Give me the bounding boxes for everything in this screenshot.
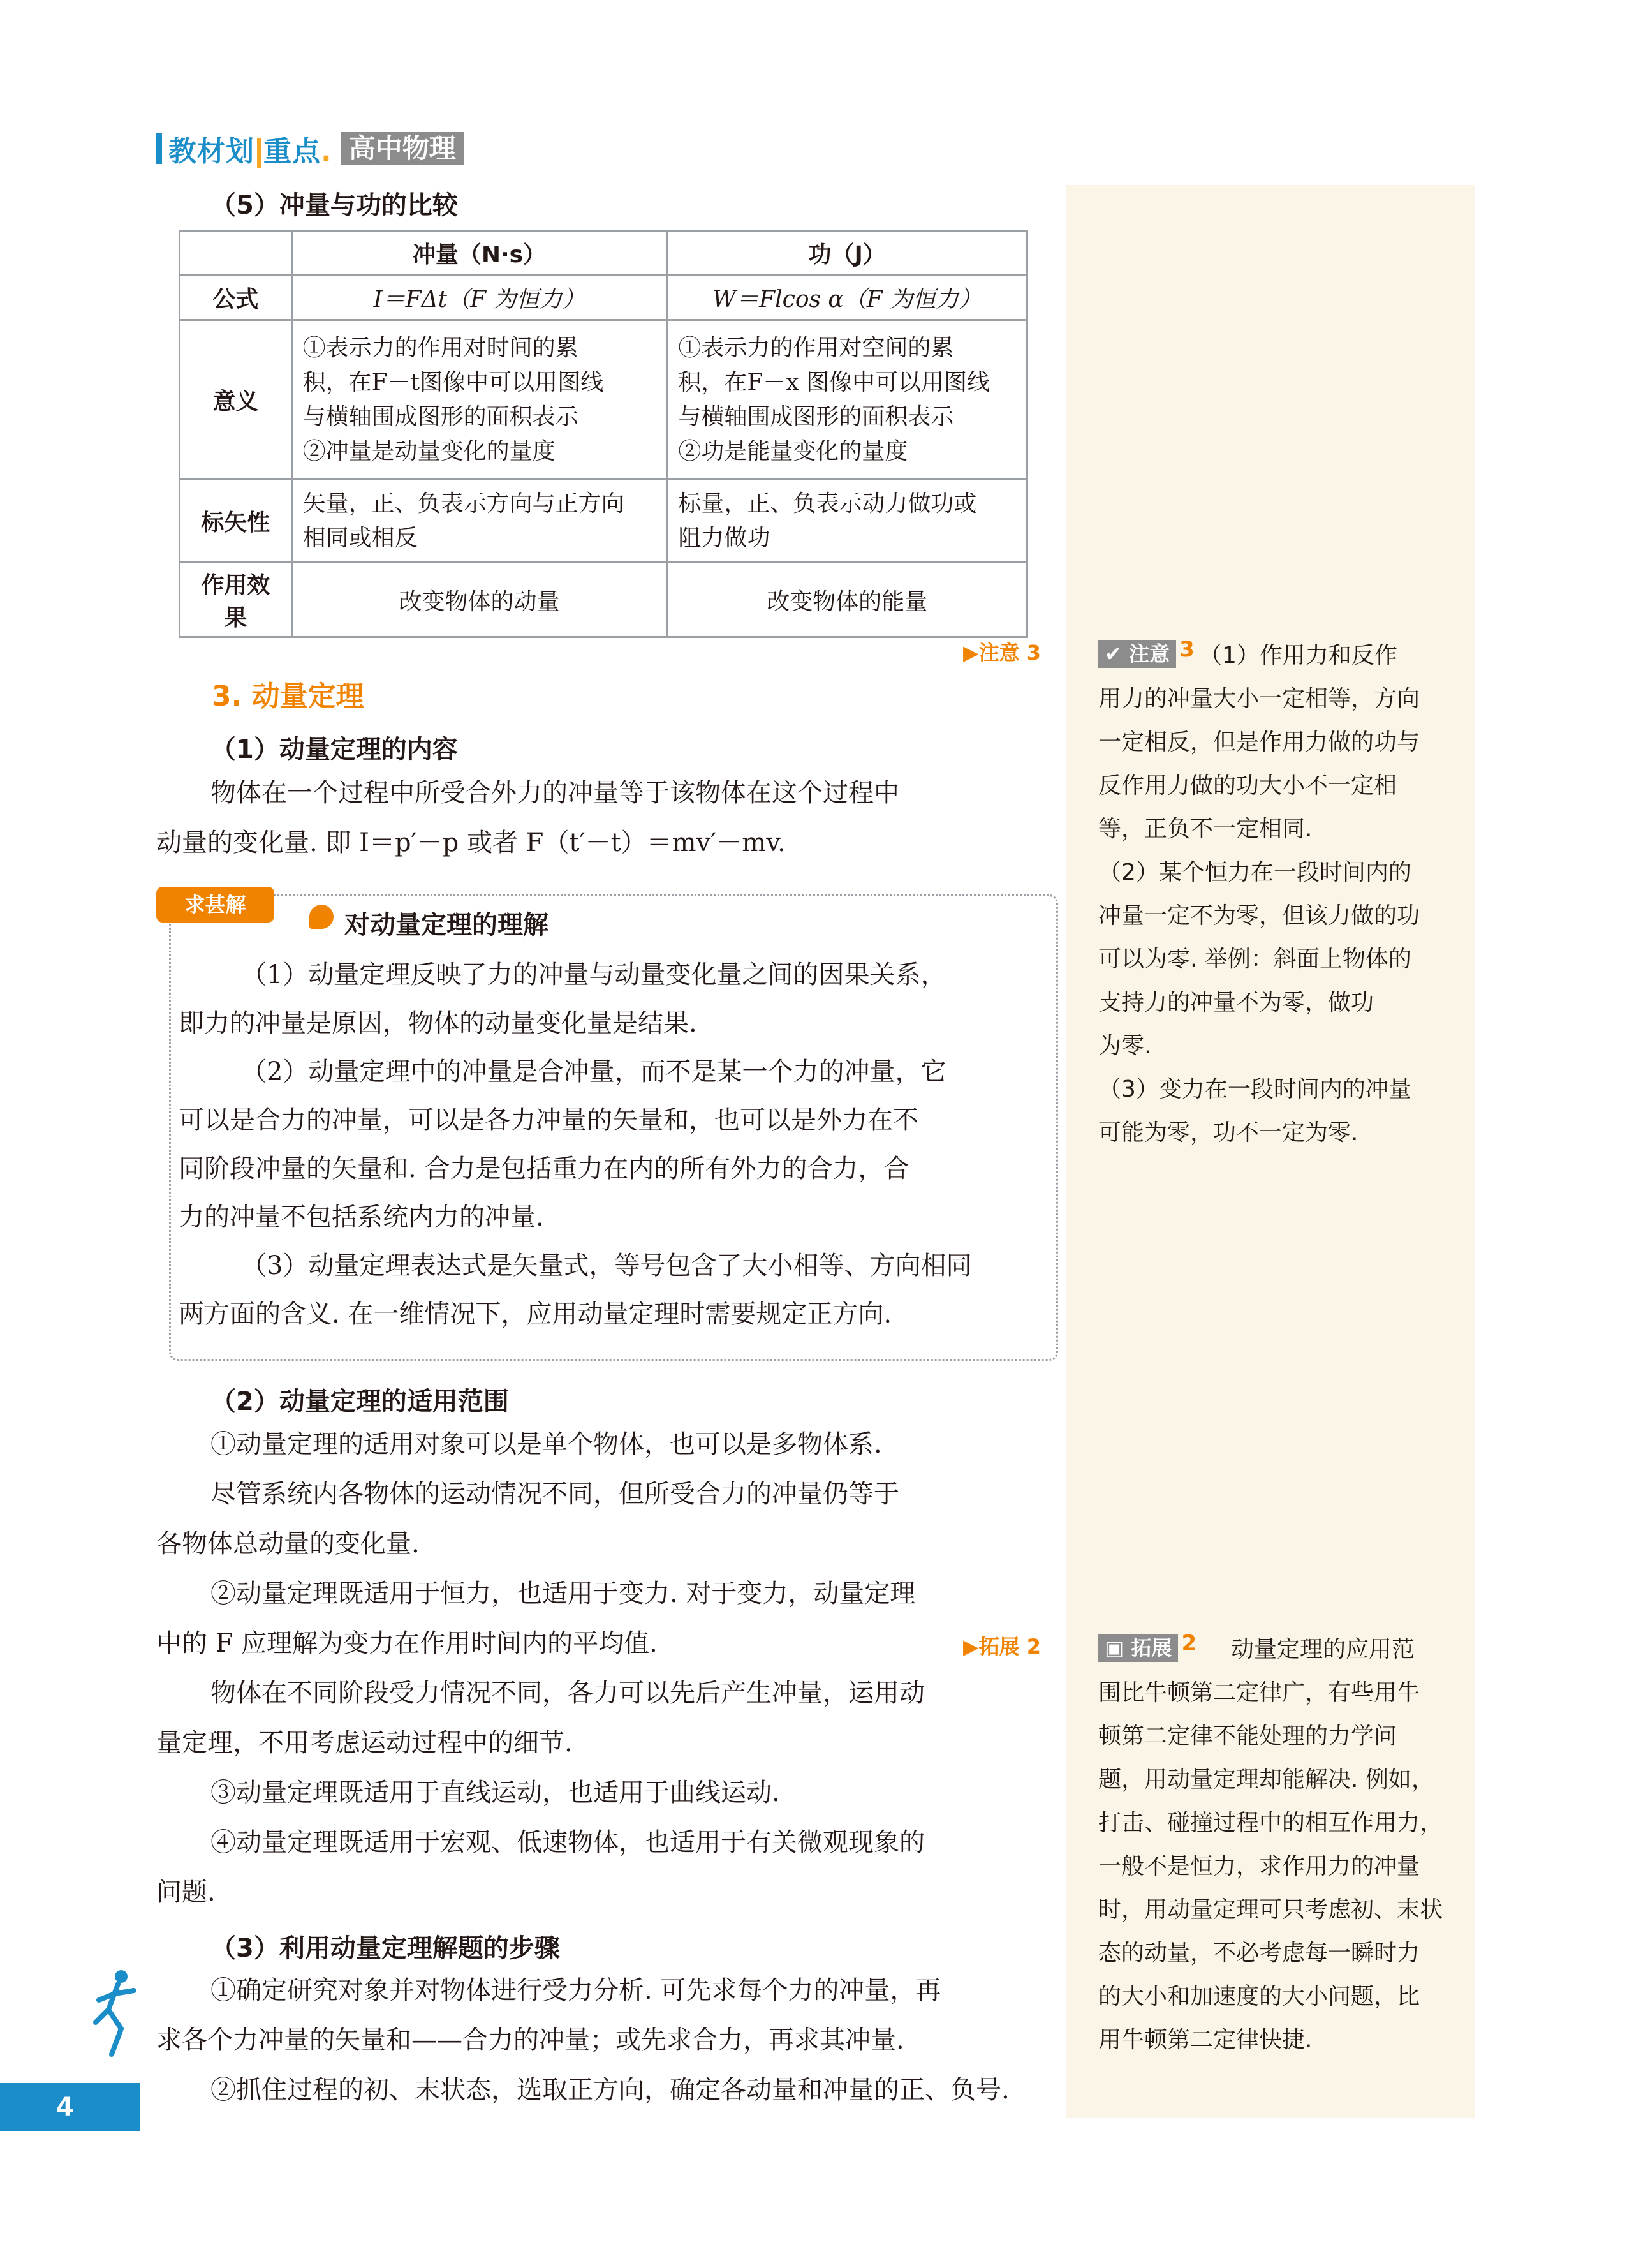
row-label: 作用效果 (180, 563, 292, 637)
note-3-link[interactable]: ▶注意 3 (963, 641, 1042, 665)
cell-line: ①表示力的作用对空间的累 (678, 334, 954, 361)
side-note-line: （3）变力在一段时间内的冲量 (1098, 1076, 1411, 1102)
sub1-title: （1）动量定理的内容 (210, 735, 458, 764)
box-line: 两方面的含义. 在一维情况下，应用动量定理时需要规定正方向. (179, 1300, 892, 1329)
table-header-row (180, 231, 1027, 276)
section3-title: 3. 动量定理 (212, 680, 364, 713)
comparison-table (179, 230, 1028, 638)
side-note-line: 可能为零，功不一定为零. (1098, 1120, 1358, 1146)
cell-line: 积，在F－t图像中可以用图线 (302, 369, 604, 396)
row-label: 意义 (180, 320, 292, 480)
box-line: 即力的冲量是原因，物体的动量变化量是结果. (179, 1009, 697, 1038)
sub1-paragraph-line: 物体在一个过程中所受合外力的冲量等于该物体在这个过程中 (210, 778, 899, 808)
side-ext-line: 一般不是恒力，求作用力的冲量 (1098, 1853, 1420, 1879)
side-ext-line: 动量定理的应用范 (1231, 1636, 1415, 1663)
cell-line: 与横轴围成图形的面积表示 (302, 403, 578, 430)
cell-line: 与横轴围成图形的面积表示 (678, 403, 954, 430)
box-line: （3）动量定理表达式是矢量式，等号包含了大小相等、方向相同 (241, 1251, 972, 1280)
cell-line: 矢量，正、负表示方向与正方向 (302, 490, 624, 517)
table-row (180, 480, 1027, 563)
box-line: 同阶段冲量的矢量和. 合力是包括重力在内的所有外力的合力，合 (179, 1154, 909, 1183)
table-col-impulse: 冲量（N·s） (291, 231, 667, 276)
box-line: 力的冲量不包括系统内力的冲量. (179, 1203, 544, 1232)
side-ext-line: 题，用动量定理却能解决. 例如， (1098, 1767, 1434, 1793)
body-line: ③动量定理既适用于直线运动，也适用于曲线运动. (210, 1778, 780, 1807)
section5-title: （5）冲量与功的比较 (210, 191, 458, 220)
sub1-paragraph-line: 动量的变化量. 即 I＝p′－p 或者 F（t′－t）＝mv′－mv. (156, 828, 786, 857)
side-ext-line: 顿第二定律不能处理的力学问 (1098, 1723, 1397, 1749)
body-line: 各物体总动量的变化量. (156, 1529, 420, 1559)
side-ext-line: 用牛顿第二定律快捷. (1098, 2027, 1313, 2053)
subject-label: 高中物理 (341, 132, 464, 165)
sub3-title: （3）利用动量定理解题的步骤 (210, 1934, 560, 1963)
body-line: ④动量定理既适用于宏观、低速物体，也适用于有关微观现象的 (210, 1828, 925, 1857)
side-note-heading (1098, 637, 1195, 668)
ext-tag: ▣ 拓展 (1098, 1634, 1178, 1662)
leaf-icon (309, 905, 334, 929)
body-line: 尽管系统内各物体的运动情况不同，但所受合力的冲量仍等于 (210, 1479, 899, 1509)
body-line: ②动量定理既适用于恒力，也适用于变力. 对于变力，动量定理 (210, 1579, 916, 1608)
side-note-line: 反作用力做的功大小不一定相 (1098, 773, 1397, 799)
side-note-line: 冲量一定不为零，但该力做的功 (1098, 903, 1420, 929)
side-ext-line: 的大小和加速度的大小问题，比 (1098, 1983, 1420, 2010)
row-label: 标矢性 (180, 480, 292, 563)
cell-line: 标量，正、负表示动力做功或 (678, 490, 977, 517)
side-note-line: （2）某个恒力在一段时间内的 (1098, 859, 1411, 886)
header-bar (156, 133, 162, 164)
deep-understanding-tag: 求甚解 (156, 887, 274, 923)
body-line: 求各个力冲量的矢量和——合力的冲量；或先求合力，再求其冲量. (156, 2026, 904, 2055)
box-line: 可以是合力的冲量，可以是各力冲量的矢量和，也可以是外力在不 (179, 1106, 918, 1135)
table-col-work: 功（J） (667, 231, 1027, 276)
cell-effect-work: 改变物体的能量 (667, 563, 1027, 637)
ext-number: 2 (1181, 1631, 1197, 1656)
side-note-line: 一定相反，但是作用力做的功与 (1098, 729, 1420, 755)
cell-vector-work (667, 480, 1027, 563)
table-row (180, 563, 1027, 637)
cell-vector-impulse (291, 480, 667, 563)
body-line: 中的 F 应理解为变力在作用时间内的平均值. (156, 1629, 658, 1658)
cell-meaning-impulse (291, 320, 667, 480)
header (156, 131, 464, 167)
note-number: 3 (1179, 637, 1195, 662)
cell-formula-impulse: I＝FΔt（F 为恒力） (291, 276, 667, 320)
side-note-line: 用力的冲量大小一定相等，方向 (1098, 686, 1420, 712)
table-corner (180, 231, 292, 276)
body-line: 量定理，不用考虑运动过程中的细节. (156, 1728, 573, 1758)
cell-line: 阻力做功 (678, 524, 770, 551)
box-line: （1）动量定理反映了力的冲量与动量变化量之间的因果关系， (241, 960, 946, 989)
row-label: 公式 (180, 276, 292, 320)
body-line: ②抓住过程的初、末状态，选取正方向，确定各动量和冲量的正、负号. (210, 2075, 1010, 2105)
deep-understanding-title: 对动量定理的理解 (344, 910, 548, 940)
body-line: ①动量定理的适用对象可以是单个物体，也可以是多物体系. (210, 1430, 882, 1459)
cell-line: 相同或相反 (302, 524, 418, 551)
side-ext-line: 围比牛顿第二定律广，有些用牛 (1098, 1680, 1420, 1706)
page-number: 4 (0, 2083, 140, 2131)
table-row (180, 320, 1027, 480)
body-line: 物体在不同阶段受力情况不同，各力可以先后产生冲量，运用动 (210, 1679, 925, 1708)
table-row (180, 276, 1027, 320)
side-ext-line: 打击、碰撞过程中的相互作用力， (1098, 1810, 1443, 1836)
side-note-line: 等，正负不一定相同. (1098, 816, 1313, 842)
cell-line: 积，在F－x 图像中可以用图线 (678, 369, 990, 396)
cell-effect-impulse: 改变物体的动量 (291, 563, 667, 637)
note-tag: ✔ 注意 (1098, 640, 1176, 668)
sub2-title: （2）动量定理的适用范围 (210, 1387, 509, 1416)
side-note-line: 为零. (1098, 1033, 1152, 1059)
cell-meaning-work (667, 320, 1027, 480)
runner-icon (83, 1965, 147, 2061)
side-note-line: （1）作用力和反作 (1199, 642, 1397, 669)
body-line: ①确定研究对象并对物体进行受力分析. 可先求每个力的冲量，再 (210, 1976, 941, 2005)
side-note-line: 支持力的冲量不为零，做功 (1098, 989, 1374, 1016)
side-ext-line: 态的动量，不必考虑每一瞬时力 (1098, 1940, 1420, 1966)
box-line: （2）动量定理中的冲量是合冲量，而不是某一个力的冲量，它 (241, 1057, 946, 1086)
cell-line: ②冲量是动量变化的量度 (302, 438, 556, 464)
cell-formula-work: W＝Flcos α（F 为恒力） (667, 276, 1027, 320)
side-ext-heading (1098, 1631, 1196, 1662)
side-note-line: 可以为零. 举例：斜面上物体的 (1098, 946, 1411, 972)
side-ext-line: 时，用动量定理可只考虑初、末状 (1098, 1897, 1443, 1923)
ext-2-link[interactable]: ▶拓展 2 (963, 1634, 1042, 1659)
cell-line: ①表示力的作用对时间的累 (302, 334, 578, 361)
body-line: 问题. (156, 1878, 216, 1907)
brand-logo: 教材划 重点. (168, 135, 332, 168)
cell-line: ②功是能量变化的量度 (678, 438, 908, 464)
